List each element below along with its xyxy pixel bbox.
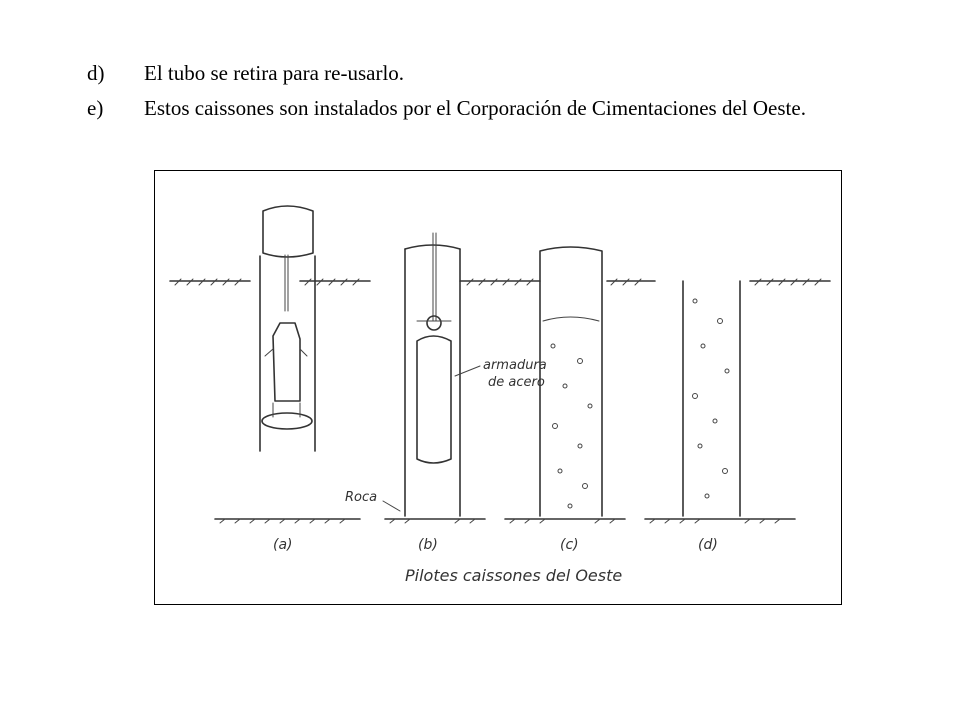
panel-d-drawing — [683, 281, 740, 516]
panel-label-b: (b) — [418, 537, 438, 553]
panel-b-drawing — [405, 233, 460, 516]
list-marker: d) — [87, 61, 105, 85]
list-text: El tubo se retira para re-usarlo. — [144, 61, 405, 85]
roca-label: Roca — [345, 490, 378, 505]
roca-leader — [383, 501, 400, 511]
panel-label-d: (d) — [698, 537, 718, 553]
panel-label-c: (c) — [560, 537, 579, 553]
armadura-leader — [455, 366, 480, 376]
armadura-label-1: armadura — [483, 358, 547, 373]
caisson-illustration — [155, 171, 843, 606]
list-marker: e) — [87, 96, 104, 120]
panel-c-drawing — [540, 247, 602, 516]
caisson-figure — [154, 170, 842, 605]
figure-caption: Pilotes caissones del Oeste — [405, 566, 623, 585]
armadura-label-2: de acero — [488, 375, 545, 390]
rock-line — [215, 519, 795, 523]
panel-a-drawing — [260, 206, 315, 451]
panel-label-a: (a) — [273, 537, 293, 553]
list-text: Estos caissones son instalados por el Corporación de Cimentaciones del Oeste. — [144, 96, 806, 120]
ground-surface — [170, 279, 830, 285]
